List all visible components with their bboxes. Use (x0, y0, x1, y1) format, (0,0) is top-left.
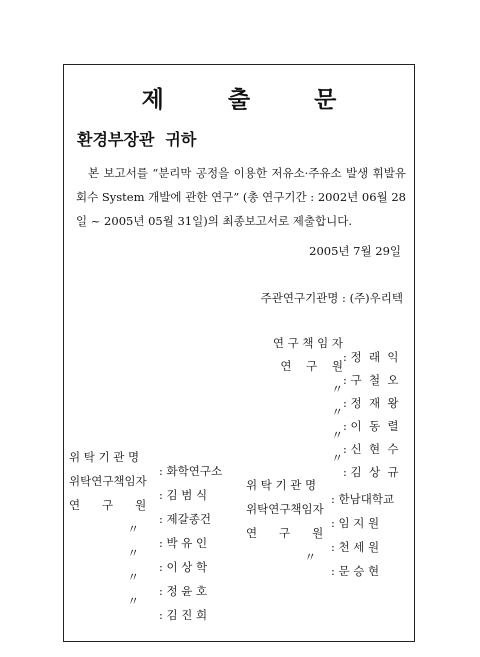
left-role: 위 탁 기 관 명 (69, 450, 140, 464)
researcher-role: 〃 (331, 428, 343, 442)
left-role: 〃 (127, 594, 139, 608)
lead-organization: 주관연구기관명 : (주)우리텍 (260, 291, 403, 305)
document-title: 제 출 문 (141, 86, 365, 113)
right-name: : 문 승 현 (331, 564, 380, 578)
commissioned-row (69, 555, 414, 598)
right-role: 연 구 원 (246, 526, 324, 540)
researcher-role: 〃 (331, 405, 343, 419)
commissioned-organizations (69, 435, 414, 622)
addressee: 환경부장관 귀하 (77, 130, 197, 149)
researcher-name: : 구 철 오 (343, 373, 399, 387)
researcher-name: : 김 상 규 (343, 465, 399, 479)
researcher-role: 〃 (331, 451, 343, 465)
left-name: : 제갈종건 (159, 512, 211, 526)
researcher-row (245, 321, 410, 364)
researcher-name: : 이 동 렬 (343, 419, 399, 433)
right-role: 위 탁 기 관 명 (246, 478, 317, 492)
researcher-name: : 정 재 왕 (343, 396, 399, 410)
researcher-name: : 신 현 수 (343, 442, 399, 456)
right-name: : 한남대학교 (331, 492, 395, 506)
right-name: : 천 세 원 (331, 540, 380, 554)
left-role: 〃 (127, 570, 139, 584)
left-name: : 박 유 인 (159, 536, 208, 550)
document-frame (63, 64, 415, 642)
left-name: : 화학연구소 (159, 464, 223, 478)
left-role: 〃 (127, 522, 139, 536)
left-name: : 김 범 식 (159, 488, 208, 502)
researcher-role: 연 구 원 (280, 359, 343, 373)
left-role: 위탁연구책임자 (69, 474, 147, 488)
researcher-row (245, 344, 410, 387)
right-name: : 임 지 원 (331, 516, 380, 530)
right-role: 위탁연구책임자 (246, 502, 324, 516)
researcher-role: 〃 (331, 382, 343, 396)
researcher-row (245, 390, 410, 433)
left-role: 연 구 원 (69, 498, 147, 512)
submission-date: 2005년 7월 29일 (309, 244, 401, 258)
left-role: 〃 (127, 546, 139, 560)
commissioned-row (69, 579, 414, 622)
left-name: : 이 상 학 (159, 560, 208, 574)
researcher-row (245, 367, 410, 410)
researcher-row (245, 413, 410, 456)
researcher-name: : 정 래 익 (343, 350, 399, 364)
submission-body: 본 보고서를 “분리막 공정을 이용한 저유소·주유소 발생 휘발유 회수 System 개발에 관한 연구” (총 연구기간 : 2002년 06월 28일 ~ 2005년 05월 31일)의 최종보고서로 제출합니다. (76, 166, 406, 228)
right-role: 〃 (304, 550, 316, 564)
left-name: : 정 윤 호 (159, 584, 208, 598)
left-name: : 김 진 희 (159, 608, 208, 622)
researcher-role: 연 구 책 임 자 (272, 336, 343, 350)
